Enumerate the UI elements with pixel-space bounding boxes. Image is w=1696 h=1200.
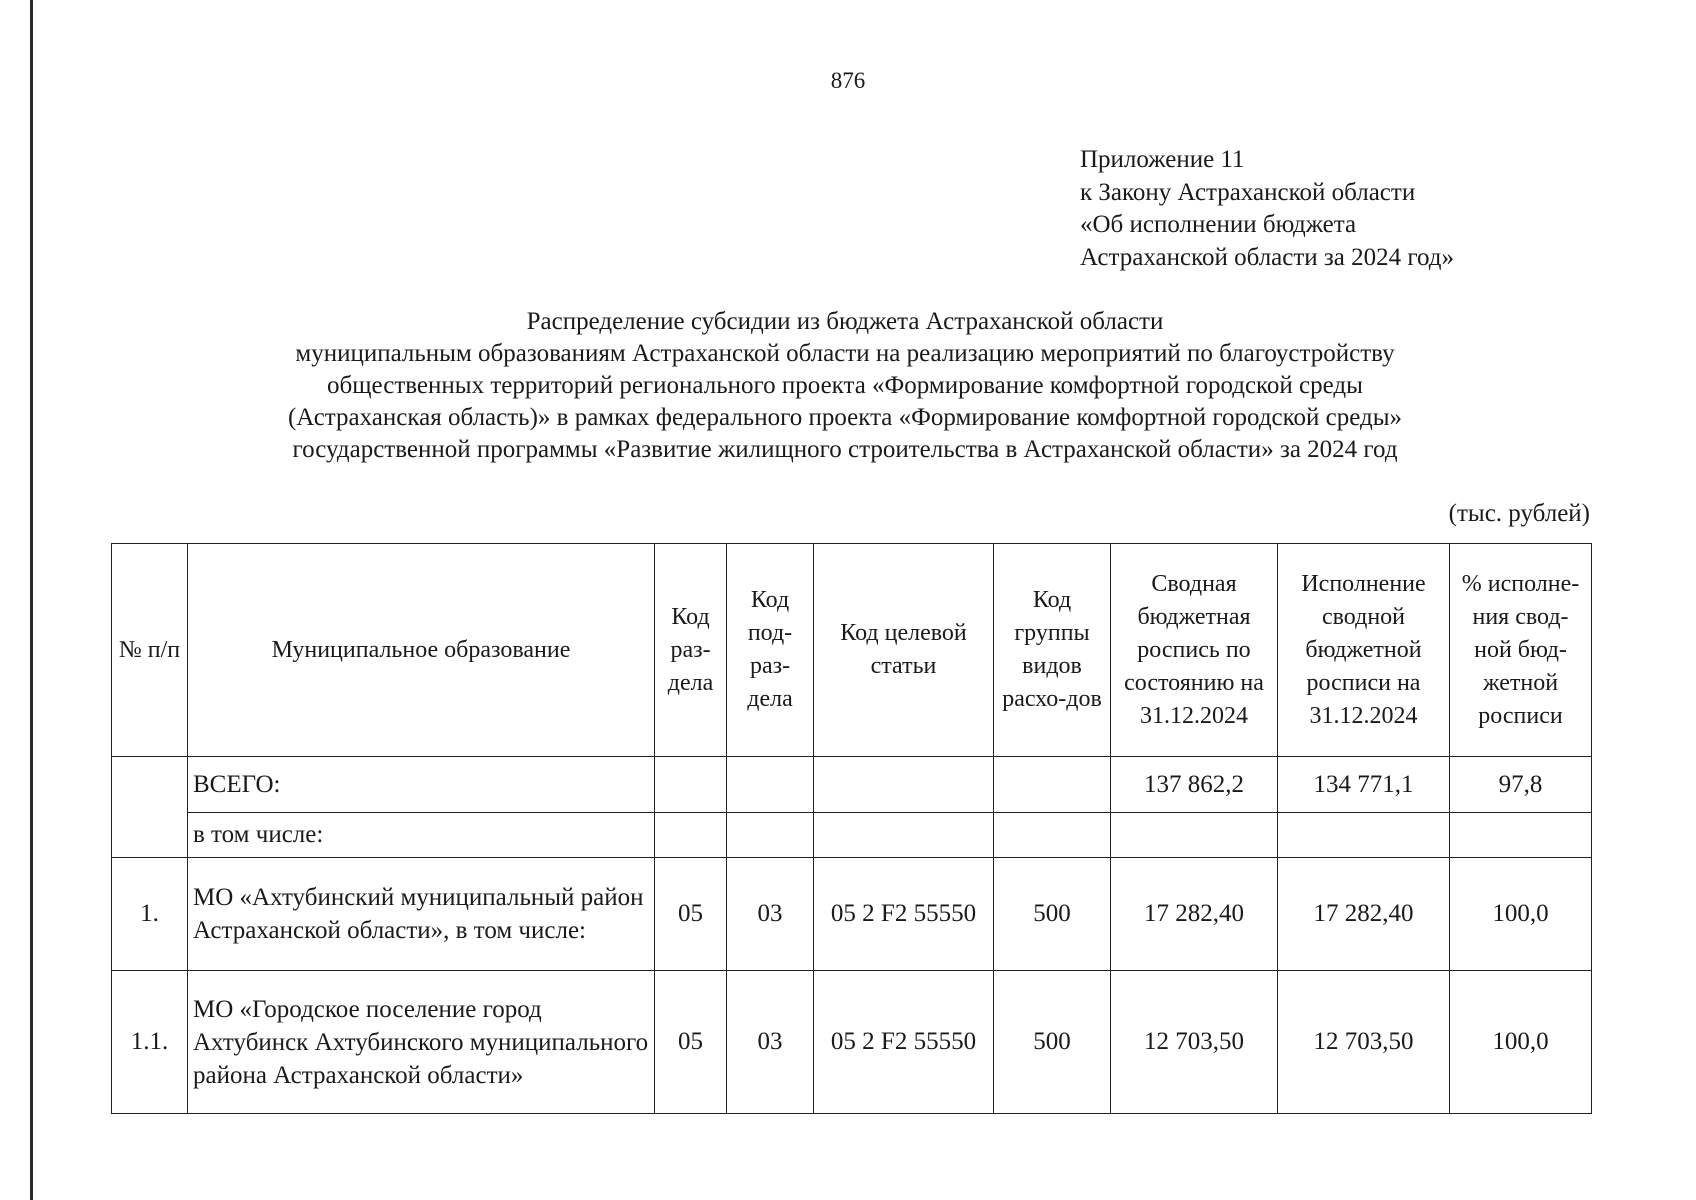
header-num: № п/п — [112, 544, 188, 757]
table-row — [112, 858, 1592, 971]
appendix-line: Астраханской области за 2024 год» — [1080, 243, 1455, 271]
header-municipality: Муниципальное образование — [188, 544, 655, 757]
empty-cell — [655, 757, 727, 813]
empty-cell — [994, 813, 1111, 858]
total-execution: 134 771,1 — [1278, 757, 1450, 813]
row-execution: 12 703,50 — [1278, 971, 1450, 1114]
total-label: ВСЕГО: — [188, 757, 655, 813]
row-target-code: 05 2 F2 55550 — [814, 971, 994, 1114]
empty-cell — [814, 757, 994, 813]
title-line: общественных территорий регионального проекта «Формирование комфортной городской среды — [327, 372, 1363, 399]
header-budget-execution: Исполнение сводной бюджетной росписи на 31.12.2024 — [1278, 544, 1450, 757]
row-section-code: 05 — [655, 971, 727, 1114]
total-plan: 137 862,2 — [1111, 757, 1278, 813]
scan-edge-line — [30, 0, 33, 1200]
row-expense-group: 500 — [994, 971, 1111, 1114]
title-line: государственной программы «Развитие жилищного строительства в Астраханской области» за 2024 год — [292, 436, 1398, 463]
total-num-cell — [112, 757, 188, 858]
header-budget-plan: Сводная бюджетная роспись по состоянию на 31.12.2024 — [1111, 544, 1278, 757]
empty-cell — [1278, 813, 1450, 858]
row-num: 1. — [112, 858, 188, 971]
row-plan: 17 282,40 — [1111, 858, 1278, 971]
empty-cell — [727, 757, 814, 813]
header-execution-percent: % исполне-ния свод-ной бюд-жетной росписи — [1450, 544, 1592, 757]
row-subsection-code: 03 — [727, 858, 814, 971]
row-execution: 17 282,40 — [1278, 858, 1450, 971]
row-percent: 100,0 — [1450, 858, 1592, 971]
appendix-line: к Закону Астраханской области — [1080, 178, 1416, 206]
title-line: (Астраханская область)» в рамках федерального проекта «Формирование комфортной городской среды» — [287, 404, 1403, 431]
empty-cell — [655, 813, 727, 858]
empty-cell — [994, 757, 1111, 813]
including-label: в том числе: — [188, 813, 655, 858]
appendix-line: «Об исполнении бюджета — [1080, 211, 1357, 238]
row-expense-group: 500 — [994, 858, 1111, 971]
header-row — [112, 544, 1592, 757]
row-municipality: МО «Городское поселение город Ахтубинск Ахтубинского муниципального района Астраханской области» — [188, 971, 655, 1114]
row-plan: 12 703,50 — [1111, 971, 1278, 1114]
header-subsection-code: Код под-раз-дела — [727, 544, 814, 757]
empty-cell — [1450, 813, 1592, 858]
total-percent: 97,8 — [1450, 757, 1592, 813]
row-percent: 100,0 — [1450, 971, 1592, 1114]
units-label: (тыс. рублей) — [1448, 500, 1590, 527]
total-row — [112, 757, 1592, 813]
appendix-line: Приложение 11 — [1080, 146, 1245, 173]
title-line: Распределение субсидии из бюджета Астраханской области — [526, 308, 1164, 335]
header-expense-group-code: Код группы видов расхо-дов — [994, 544, 1111, 757]
row-municipality: МО «Ахтубинский муниципальный район Астраханской области», в том числе: — [188, 858, 655, 971]
empty-cell — [727, 813, 814, 858]
row-target-code: 05 2 F2 55550 — [814, 858, 994, 971]
empty-cell — [1111, 813, 1278, 858]
header-section-code: Код раз-дела — [655, 544, 727, 757]
page-number: 876 — [830, 68, 866, 93]
row-num: 1.1. — [112, 971, 188, 1114]
subsidy-table — [111, 543, 1592, 1114]
including-row — [112, 813, 1592, 858]
empty-cell — [814, 813, 994, 858]
appendix-block — [1080, 144, 1454, 274]
row-section-code: 05 — [655, 858, 727, 971]
header-target-code: Код целевой статьи — [814, 544, 994, 757]
table-row — [112, 971, 1592, 1114]
document-title — [100, 306, 1590, 466]
title-line: муниципальным образованиям Астраханской области на реализацию мероприятий по благоустройству — [295, 340, 1395, 367]
row-subsection-code: 03 — [727, 971, 814, 1114]
